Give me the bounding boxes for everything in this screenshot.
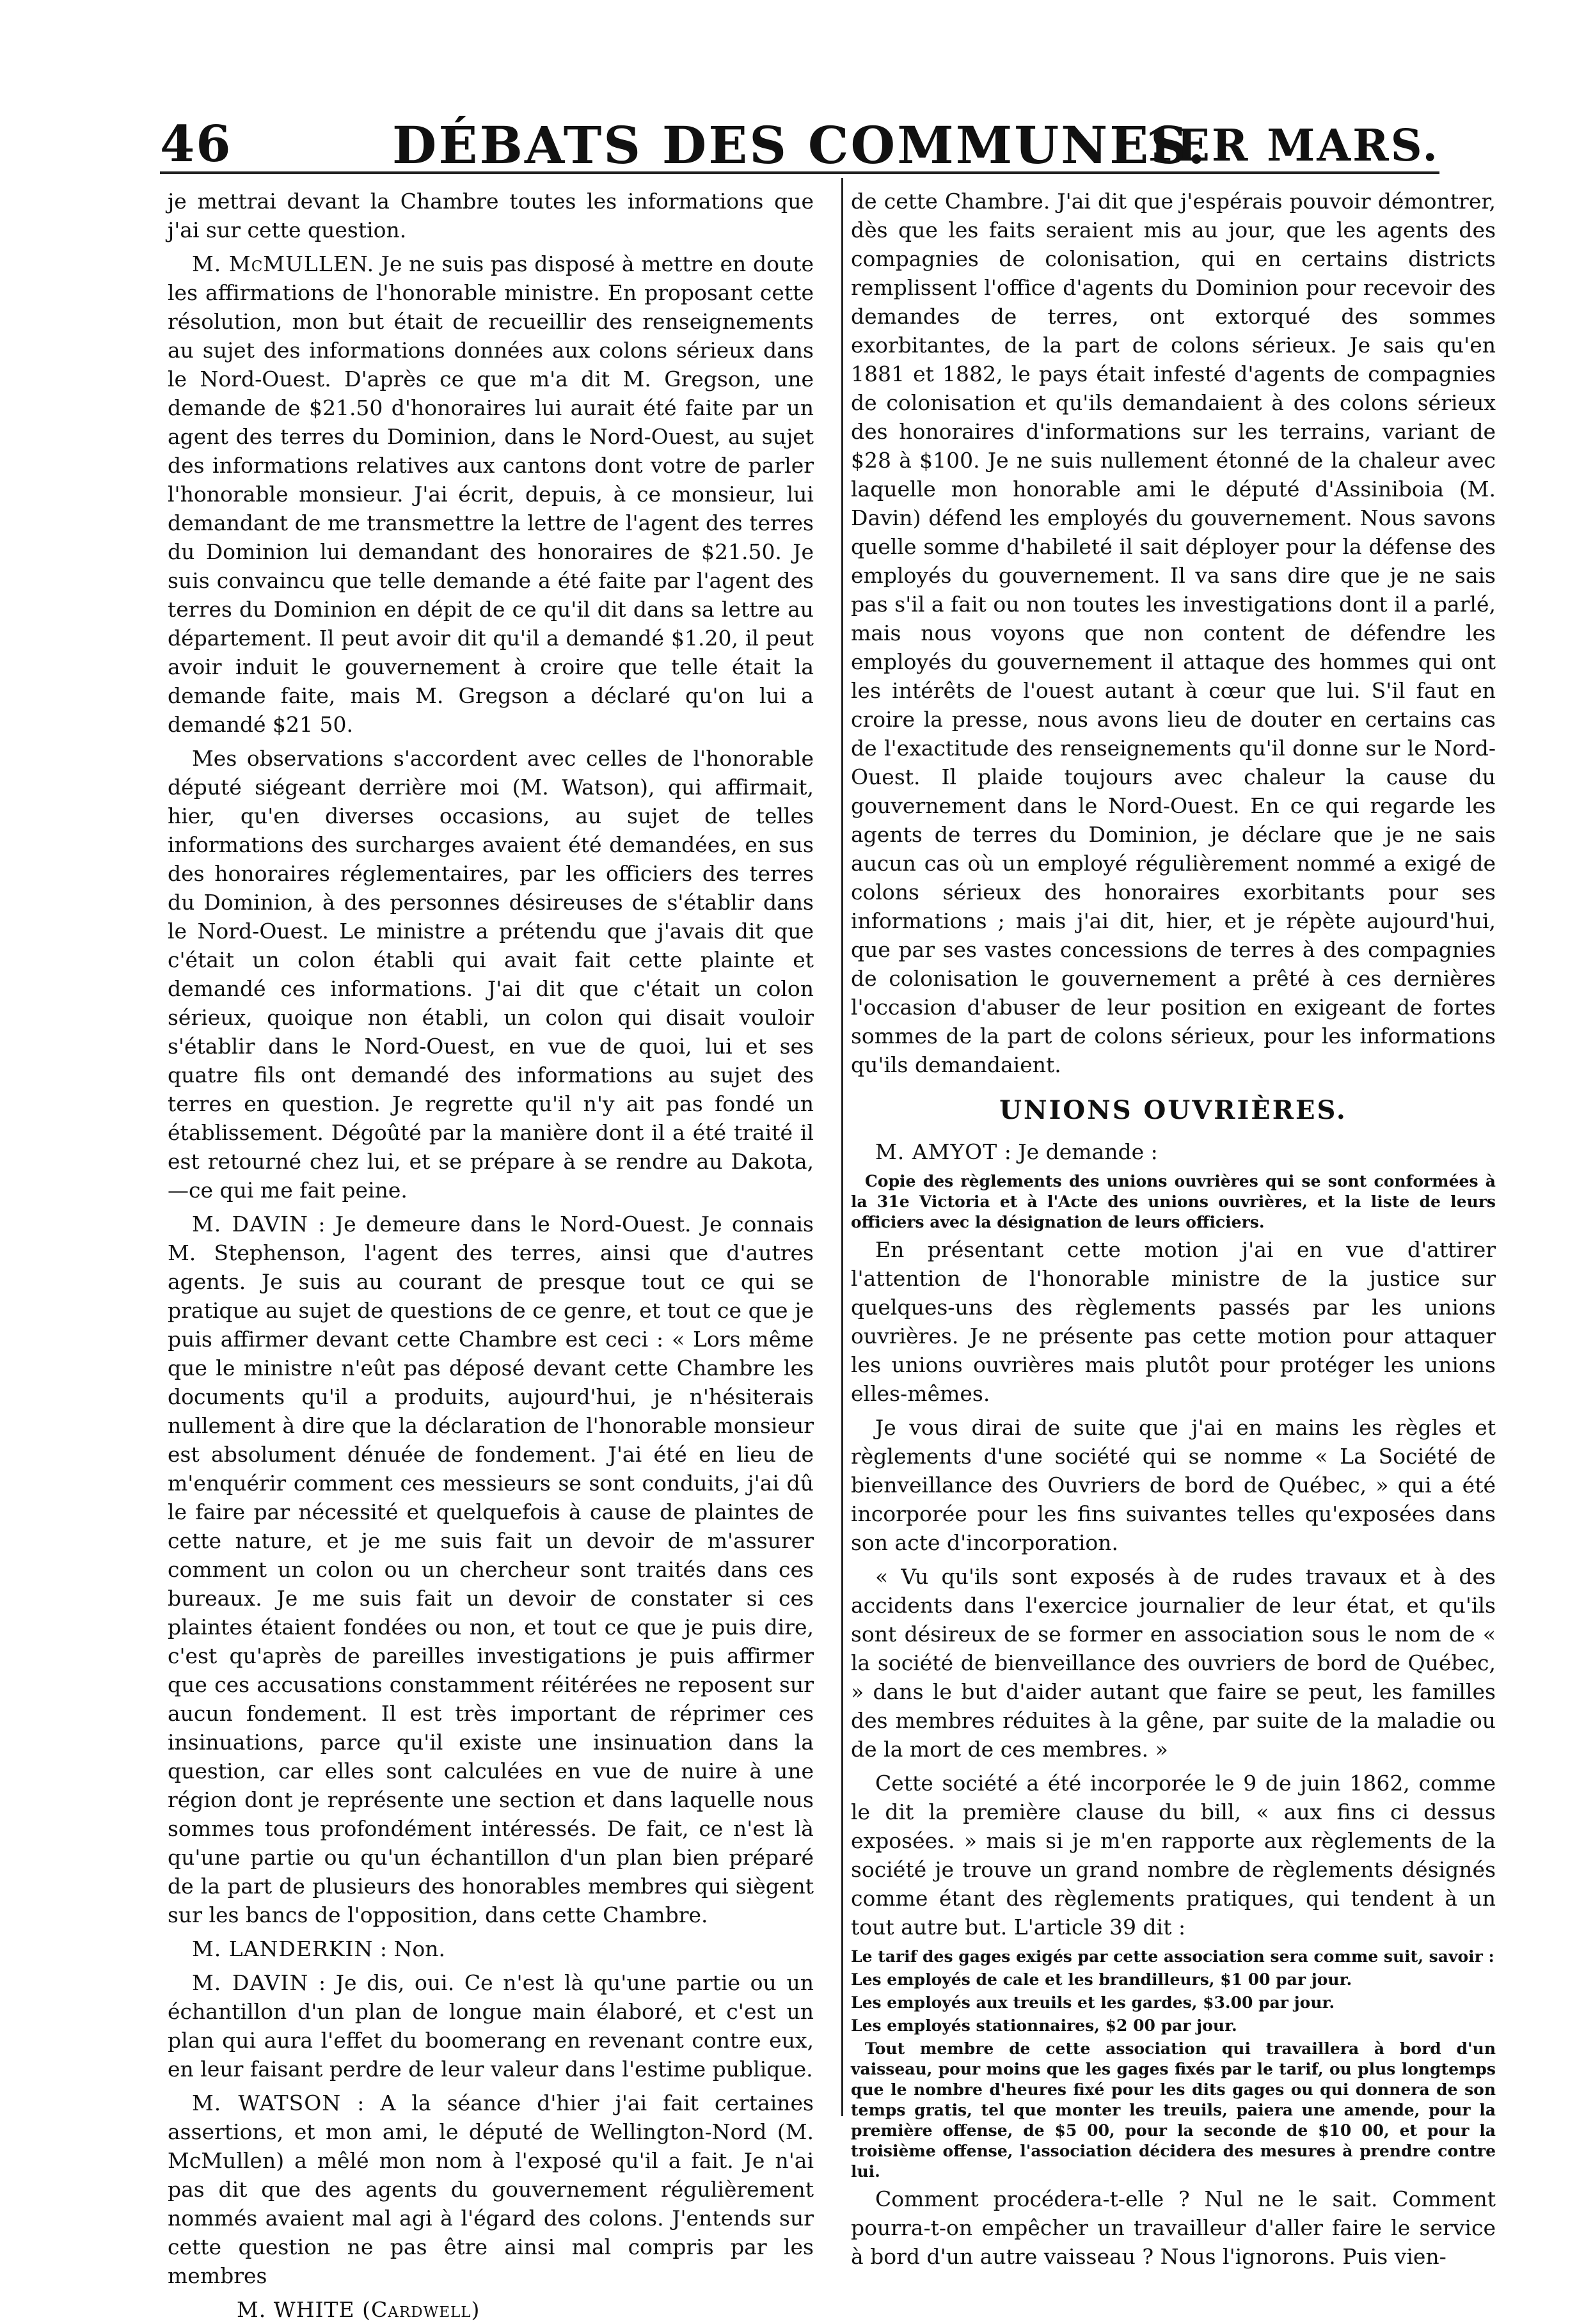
speaker-name: M. DAVIN — [192, 1970, 309, 1995]
speech-davin — [168, 1210, 814, 1929]
section-heading: UNIONS OUVRIÈRES. — [999, 1095, 1347, 1125]
speech-text: : Je dis, oui. Ce n'est là qu'une partie ou un échantillon d'un plan de longue main élaboré, et c'est un plan qui aura l'effet du boomerang en revenant contre eux, en leur faisant perdre de leur valeur dans l'estime publique. — [168, 1970, 814, 2082]
paragraph: je mettrai devant la Chambre toutes les informations que j'ai sur cette question. — [168, 189, 814, 242]
column-divider — [841, 178, 843, 2116]
left-column — [168, 187, 814, 2322]
tariff-item: Les employés stationnaires, $2 00 par jour. — [851, 2016, 1237, 2035]
motion-paragraph: Copie des règlements des unions ouvrières qui se sont conformées à la 31e Victoria et à l'Acte des unions ouvrières, et la liste de leurs officiers avec la désignation de leurs officiers. — [851, 1172, 1496, 1231]
speech-watson — [168, 2089, 814, 2290]
tariff-item: Les employés de cale et les brandilleurs, $1 00 par jour. — [851, 1970, 1352, 1989]
paragraph: Cette société a été incorporée le 9 de juin 1862, comme le dit la première clause du bill, « aux fins ci dessus exposées. » mais si je m'en rapporte aux règlements de la société je trouve un grand nombre de règlements désignés comme étant des règlements pratiques, qui tendent à un tout autre but. L'article 39 dit : — [851, 1771, 1496, 1940]
running-title: DÉBATS DES COMMUNES. — [392, 115, 1207, 175]
speech-text: : Non. — [373, 1936, 445, 1961]
speech-amyot — [851, 1137, 1496, 1166]
tariff-rule: Tout membre de cette association qui travaillera à bord d'un vaisseau, pour moins que les gages fixés par le tarif, ou plus longtemps que le nombre d'heures fixé pour les dits gages ou qui donnera de son temps gratis, tel que monter les treuils, paiera une amende, pour la première offense, de $5 00, pour la seconde de $10 00, et pour la troisième offense, l'association décidera des mesures à prendre contre lui. — [851, 2039, 1496, 2181]
speech-davin-2 — [168, 1968, 814, 2083]
speaker-name: M. WATSON — [192, 2091, 342, 2115]
tariff-item: Les employés aux treuils et les gardes, $3.00 par jour. — [851, 1993, 1335, 2012]
motion-text — [851, 1171, 1496, 1233]
speaker-name: M. DAVIN — [192, 1212, 309, 1237]
page-header — [160, 115, 1439, 186]
paragraph: Je vous dirai de suite que j'ai en mains les règles et règlements d'une société qui se nomme « La Société de bienveillance des Ouvriers de bord de Québec, » qui a été incorporée pour les fins suivantes telles qu'exposées dans son acte d'incorporation. — [851, 1415, 1496, 1555]
paragraph: En présentant cette motion j'ai en vue d'attirer l'attention de l'honorable ministre de la justice sur quelques-uns des règlements passés par les unions ouvrières. Je ne présente pas cette motion pour attaquer les unions ouvrières mais plutôt pour protéger les unions elles-mêmes. — [851, 1237, 1496, 1406]
paragraph: Comment procédera-t-elle ? Nul ne le sait. Comment pourra-t-on empêcher un travailleur d'aller faire le service à bord d'un autre vaisseau ? Nous l'ignorons. Puis vien- — [851, 2186, 1496, 2269]
speech-text: : Je demeure dans le Nord-Ouest. Je connais M. Stephenson, l'agent des terres, ainsi que d'autres agents. Je suis au courant de presque tout ce qui se pratique au sujet de questions de ce genre, et tout ce que je puis affirmer devant cette Chambre est ceci : « Lors même que le ministre n'eût pas déposé devant cette Chambre les documents qu'il a produits, aujourd'hui, je n'hésiterais nullement à dire que la déclaration de l'honorable monsieur est absolument dénuée de fondement. J'ai été en lieu de m'enquérir comment ces messieurs se sont conduits, j'ai dû le faire par nécessité et quelquefois à cause de plaintes de cette nature, et je me suis fait un devoir de m'assurer comment un colon ou un chercheur sont traités dans ces bureaux. Je me suis fait un devoir de constater si ces plaintes étaient fondées ou non, et tout ce que je puis dire, c'est qu'après de pareilles investigations je puis affirmer que ces accusations constamment réitérées ne reposent sur aucun fondement. Il est très important de réprimer ces insinuations, parce qu'il existe une insinuation dans la question, car elles sont calculées en vue de nuire à une région dont je représente une section et dans laquelle nous sommes tous profondément intéressés. De fait, ce n'est là qu'une partie ou qu'un échantillon d'un plan bien préparé de la part de plusieurs des honorables membres qui siègent sur les bancs de l'opposition, dans cette Chambre. — [168, 1212, 814, 1927]
paragraph: Mes observations s'accordent avec celles de l'honorable député siégeant derrière moi (M. Watson), qui affirmait, hier, qu'en diverses occasions, au sujet de telles informations des surcharges avaient été demandées, en sus des honoraires réglementaires, par les officiers des terres du Dominion, à des personnes désireuses de s'établir dans le Nord-Ouest. Le ministre a prétendu que j'avais dit que c'était un colon établi qui avait fait cette plainte et demandé ces informations. J'ai dit que c'était un colon sérieux, quoique non établi, un colon qui disait vouloir s'établir dans le Nord-Ouest, en vue de quoi, lui et ses quatre fils ont demandé des informations au sujet des terres en question. Je regrette qu'il n'y ait pas fondé un établissement. Dégoûté par la manière dont il a été traité il est retourné chez lui, et se prépare à se rendre au Dakota,—ce qui me fait peine. — [168, 746, 814, 1203]
speaker-name: M. McMULLEN. — [192, 251, 375, 276]
speech-text: : A la séance d'hier j'ai fait certaines assertions, et mon ami, le député de Wellington-Nord (M. McMullen) a mêlé mon nom à l'exposé qu'il a fait. Je n'ai pas dit que des agents du gouvernement régulièrement nommés avaient mal agi à l'égard des colons. J'entends sur cette question ne pas être ainsi mal compris par les membres — [168, 2091, 814, 2288]
speech-text: : Je demande : — [997, 1139, 1158, 1164]
tariff-intro: Le tarif des gages exigés par cette association sera comme suit, savoir : — [851, 1947, 1494, 1966]
right-column — [851, 187, 1496, 2269]
speaker-name: M. AMYOT — [875, 1139, 998, 1164]
tariff-block — [851, 1947, 1496, 2182]
speech-text: Je ne suis pas disposé à mettre en doute les affirmations de l'honorable ministre. En proposant cette résolution, mon but était de recueillir des renseignements au sujet des informations données aux colons sérieux dans le Nord-Ouest. D'après ce que m'a dit M. Gregson, une demande de $21.50 d'honoraires lui aurait été faite par un agent des terres du Dominion, dans le Nord-Ouest, au sujet des informations relatives aux cantons dont votre de parler l'honorable monsieur. J'ai écrit, depuis, à ce monsieur, lui demandant de me transmettre la lettre de l'agent des terres du Dominion lui demandant des honoraires de $21.50. Je suis convaincu que telle demande a été faite par l'agent des terres du Dominion en dépit de ce qu'il dit dans sa lettre au département. Il peut avoir dit qu'il a demandé $1.20, il peut avoir induit le gouvernement à croire que telle était la demande faite, mais M. Gregson a déclaré qu'on lui a demandé $21 50. — [168, 251, 814, 737]
running-date: 1ER MARS. — [1144, 120, 1439, 171]
quoted-paragraph: « Vu qu'ils sont exposés à de rudes travaux et à des accidents dans l'exercice journalier de leur état, et qu'ils sont désireux de se former en association sous le nom de « la société de bienveillance des ouvriers de bord de Québec, » dans le but d'aider autant que faire se peut, les familles des membres réduites à la gêne, par suite de la maladie ou de la mort de ces membres. » — [851, 1564, 1496, 1762]
header-rule — [160, 171, 1439, 174]
speech-landerkin — [168, 1934, 814, 1963]
speaker-name: M. LANDERKIN — [192, 1936, 374, 1961]
speech-mcmullen — [168, 249, 814, 739]
page-number: 46 — [160, 115, 232, 173]
catchword-name: M. WHITE (Cardwell) — [237, 2297, 480, 2322]
paragraph: de cette Chambre. J'ai dit que j'espérais pouvoir démontrer, dès que les faits seraient mis au jour, que les agents des compagnies de colonisation, qui en certains districts remplissent l'office d'agents du Dominion pour recevoir des demandes de terres, ont extorqué des sommes exorbitantes, de la part de colons sérieux. Je sais qu'en 1881 et 1882, le pays était infesté d'agents de compagnies de colonisation et qu'ils demandaient à des colons sérieux des honoraires d'informations sur les terrains, variant de $28 à $100. Je ne suis nullement étonné de la chaleur avec laquelle mon honorable ami le député d'Assiniboia (M. Davin) défend les employés du gouvernement. Nous savons quelle somme d'habileté il sait déployer pour la défense des employés du gouvernement. Il va sans dire que je ne sais pas s'il a fait ou non toutes les investigations dont il a parlé, mais nous voyons que non content de défendre les employés du gouvernement il attaque des hommes qui ont les intérêts de l'ouest autant à cœur que lui. S'il faut en croire la presse, nous avons lieu de douter en certains cas de l'exactitude des renseignements qu'il donne sur le Nord-Ouest. Il plaide toujours avec chaleur la cause du gouvernement dans le Nord-Ouest. En ce qui regarde les agents de terres du Dominion, je déclare que je ne sais aucun cas où un employé régulièrement nommé a exigé de colons sérieux des honoraires exorbitants pour ses informations ; mais j'ai dit, hier, et je répète aujourd'hui, que par ses vastes concessions de terres à des compagnies de colonisation le gouvernement a prêté à ces dernières l'occasion d'abuser de leur position en exigeant de fortes sommes de la part de colons sérieux, pour les informations qu'ils demandaient. — [851, 189, 1496, 1077]
